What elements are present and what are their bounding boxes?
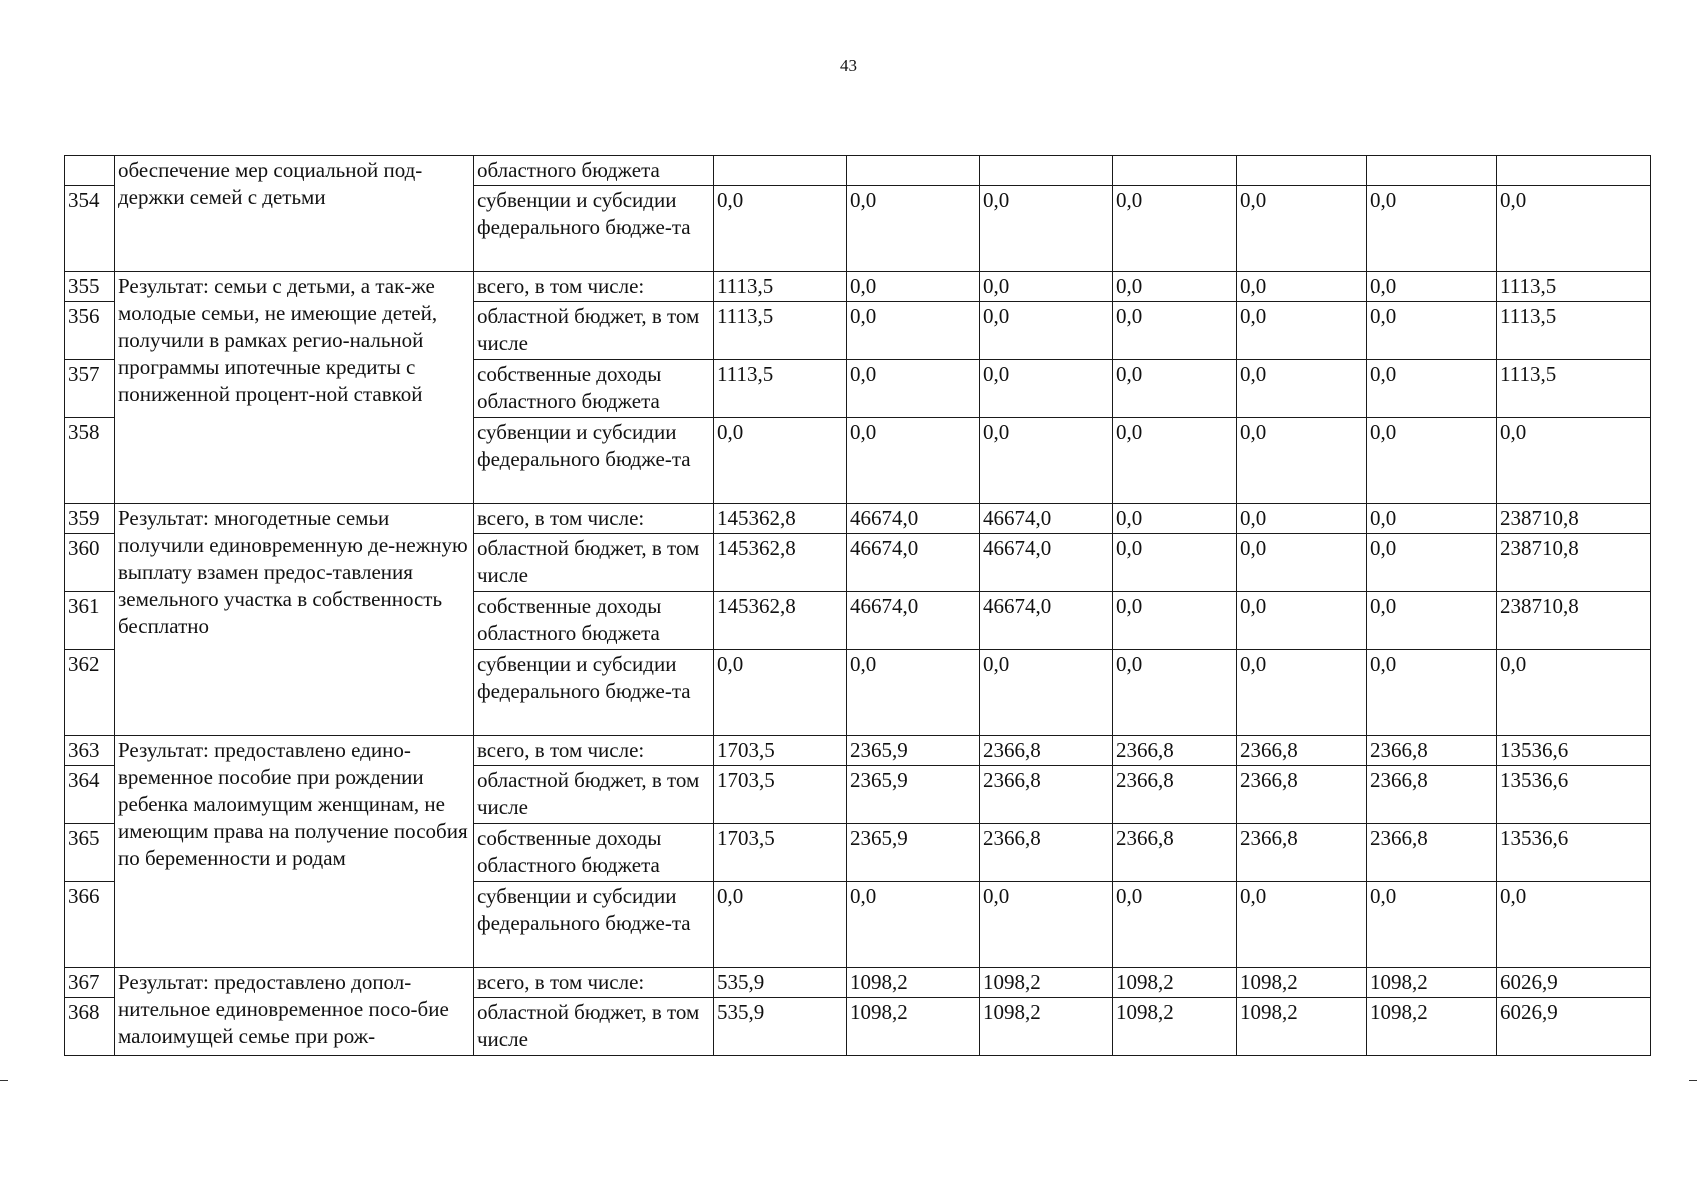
value-cell: 2366,8 [980,736,1113,766]
value-cell: 0,0 [1367,418,1497,504]
value-cell: 13536,6 [1497,824,1651,882]
value-cell: 145362,8 [714,504,847,534]
value-cell [980,156,1113,186]
value-cell: 0,0 [1497,418,1651,504]
funding-source-label: областного бюджета [474,156,714,186]
page-edge-mark-right [1689,1080,1697,1081]
value-cell: 1098,2 [1237,968,1367,998]
value-cell: 0,0 [1497,186,1651,272]
funding-source-label: субвенции и субсидии федерального бюдже-та [474,650,714,736]
value-cell: 1098,2 [847,968,980,998]
value-cell: 238710,8 [1497,504,1651,534]
value-cell: 0,0 [1367,302,1497,360]
table-row [65,156,1651,186]
funding-source-label: собственные доходы областного бюджета [474,360,714,418]
value-cell: 0,0 [1237,360,1367,418]
funding-source-label: всего, в том числе: [474,736,714,766]
row-number: 364 [65,766,115,824]
funding-source-label: субвенции и субсидии федерального бюдже-та [474,882,714,968]
value-cell: 0,0 [1367,650,1497,736]
value-cell: 1098,2 [847,998,980,1056]
value-cell: 46674,0 [847,504,980,534]
value-cell: 1098,2 [1237,998,1367,1056]
value-cell: 6026,9 [1497,968,1651,998]
value-cell: 0,0 [1237,272,1367,302]
value-cell: 2366,8 [1237,736,1367,766]
value-cell: 46674,0 [847,534,980,592]
funding-source-label: областной бюджет, в том числе [474,302,714,360]
result-description: обеспечение мер социальной под-держки семей с детьми [115,156,474,272]
value-cell: 2366,8 [1367,824,1497,882]
value-cell: 0,0 [980,186,1113,272]
value-cell: 0,0 [847,418,980,504]
value-cell: 1703,5 [714,736,847,766]
value-cell [714,156,847,186]
value-cell: 0,0 [1113,534,1237,592]
value-cell: 0,0 [1367,504,1497,534]
value-cell: 0,0 [847,302,980,360]
table-body [65,156,1651,1056]
value-cell: 0,0 [847,882,980,968]
row-number: 359 [65,504,115,534]
result-description: Результат: предоставлено допол-нительное единовременное посо-бие малоимущей семье при рож- [115,968,474,1056]
value-cell: 1113,5 [714,272,847,302]
value-cell: 145362,8 [714,592,847,650]
value-cell: 0,0 [980,302,1113,360]
value-cell: 0,0 [1113,360,1237,418]
value-cell: 0,0 [847,360,980,418]
value-cell: 535,9 [714,968,847,998]
value-cell: 535,9 [714,998,847,1056]
value-cell: 2365,9 [847,766,980,824]
value-cell: 1703,5 [714,766,847,824]
table-row [65,968,1651,998]
value-cell: 0,0 [1367,882,1497,968]
funding-source-label: субвенции и субсидии федерального бюдже-та [474,186,714,272]
row-number: 363 [65,736,115,766]
value-cell: 1098,2 [980,998,1113,1056]
value-cell: 0,0 [1367,272,1497,302]
row-number: 356 [65,302,115,360]
value-cell: 1113,5 [1497,302,1651,360]
value-cell: 13536,6 [1497,766,1651,824]
value-cell: 0,0 [1237,592,1367,650]
value-cell: 0,0 [714,186,847,272]
value-cell: 0,0 [847,186,980,272]
value-cell: 2365,9 [847,824,980,882]
value-cell: 2366,8 [1113,766,1237,824]
funding-source-label: собственные доходы областного бюджета [474,824,714,882]
value-cell [1497,156,1651,186]
funding-source-label: всего, в том числе: [474,504,714,534]
value-cell: 0,0 [1367,592,1497,650]
funding-source-label: всего, в том числе: [474,272,714,302]
value-cell: 1098,2 [1113,968,1237,998]
table-row [65,736,1651,766]
value-cell: 2366,8 [980,824,1113,882]
value-cell: 0,0 [1113,272,1237,302]
page-edge-mark-left [0,1080,8,1081]
value-cell: 0,0 [714,650,847,736]
value-cell: 1113,5 [714,360,847,418]
value-cell: 0,0 [1113,650,1237,736]
result-description: Результат: многодетные семьи получили единовременную де-нежную выплату взамен предос-тавления земельного участка в собственность бесплатно [115,504,474,736]
value-cell: 1098,2 [980,968,1113,998]
value-cell: 2366,8 [1113,824,1237,882]
row-number: 365 [65,824,115,882]
result-description: Результат: предоставлено едино-временное пособие при рождении ребенка малоимущим женщинам, не имеющим права на получение пособия по беременности и родам [115,736,474,968]
value-cell: 238710,8 [1497,534,1651,592]
result-description: Результат: семьи с детьми, а так-же молодые семьи, не имеющие детей, получили в рамках регио-нальной программы ипотечные кредиты с пониженной процент-ной ставкой [115,272,474,504]
value-cell: 0,0 [1237,186,1367,272]
value-cell: 46674,0 [980,592,1113,650]
value-cell: 1113,5 [1497,360,1651,418]
row-number: 354 [65,186,115,272]
value-cell: 1113,5 [1497,272,1651,302]
value-cell: 1703,5 [714,824,847,882]
value-cell: 0,0 [980,882,1113,968]
value-cell: 0,0 [1113,186,1237,272]
row-number: 357 [65,360,115,418]
value-cell: 2366,8 [980,766,1113,824]
value-cell: 1098,2 [1367,968,1497,998]
value-cell: 0,0 [1113,592,1237,650]
value-cell: 0,0 [1367,360,1497,418]
value-cell: 0,0 [1113,882,1237,968]
value-cell: 0,0 [1237,302,1367,360]
row-number: 362 [65,650,115,736]
row-number: 366 [65,882,115,968]
value-cell: 1098,2 [1367,998,1497,1056]
budget-table [64,155,1651,1056]
value-cell: 2365,9 [847,736,980,766]
page-number: 43 [840,56,857,75]
value-cell: 13536,6 [1497,736,1651,766]
row-number: 360 [65,534,115,592]
value-cell: 0,0 [980,650,1113,736]
value-cell: 0,0 [1113,504,1237,534]
funding-source-label: областной бюджет, в том числе [474,766,714,824]
value-cell: 0,0 [714,882,847,968]
value-cell [847,156,980,186]
value-cell: 0,0 [1237,418,1367,504]
value-cell: 0,0 [980,360,1113,418]
funding-source-label: областной бюджет, в том числе [474,998,714,1056]
value-cell: 0,0 [980,272,1113,302]
value-cell: 0,0 [1367,186,1497,272]
value-cell: 0,0 [714,418,847,504]
value-cell: 46674,0 [980,504,1113,534]
funding-source-label: всего, в том числе: [474,968,714,998]
table-row [65,272,1651,302]
value-cell: 0,0 [1497,650,1651,736]
value-cell: 0,0 [980,418,1113,504]
row-number: 368 [65,998,115,1056]
row-number: 361 [65,592,115,650]
value-cell [1113,156,1237,186]
value-cell: 2366,8 [1367,766,1497,824]
value-cell: 0,0 [1237,504,1367,534]
value-cell: 2366,8 [1237,766,1367,824]
value-cell: 0,0 [1113,418,1237,504]
value-cell [1367,156,1497,186]
value-cell: 2366,8 [1113,736,1237,766]
value-cell: 0,0 [1237,534,1367,592]
value-cell: 0,0 [847,272,980,302]
value-cell: 0,0 [1113,302,1237,360]
row-number: 358 [65,418,115,504]
funding-source-label: субвенции и субсидии федерального бюдже-та [474,418,714,504]
table-row [65,504,1651,534]
value-cell: 6026,9 [1497,998,1651,1056]
funding-source-label: собственные доходы областного бюджета [474,592,714,650]
value-cell: 0,0 [847,650,980,736]
value-cell: 2366,8 [1237,824,1367,882]
funding-source-label: областной бюджет, в том числе [474,534,714,592]
value-cell: 0,0 [1367,534,1497,592]
value-cell: 2366,8 [1367,736,1497,766]
value-cell: 238710,8 [1497,592,1651,650]
row-number: 367 [65,968,115,998]
value-cell: 1113,5 [714,302,847,360]
value-cell: 0,0 [1237,882,1367,968]
value-cell: 46674,0 [980,534,1113,592]
value-cell: 0,0 [1497,882,1651,968]
value-cell: 46674,0 [847,592,980,650]
value-cell: 145362,8 [714,534,847,592]
value-cell: 0,0 [1237,650,1367,736]
value-cell [1237,156,1367,186]
row-number: 355 [65,272,115,302]
row-number [65,156,115,186]
value-cell: 1098,2 [1113,998,1237,1056]
